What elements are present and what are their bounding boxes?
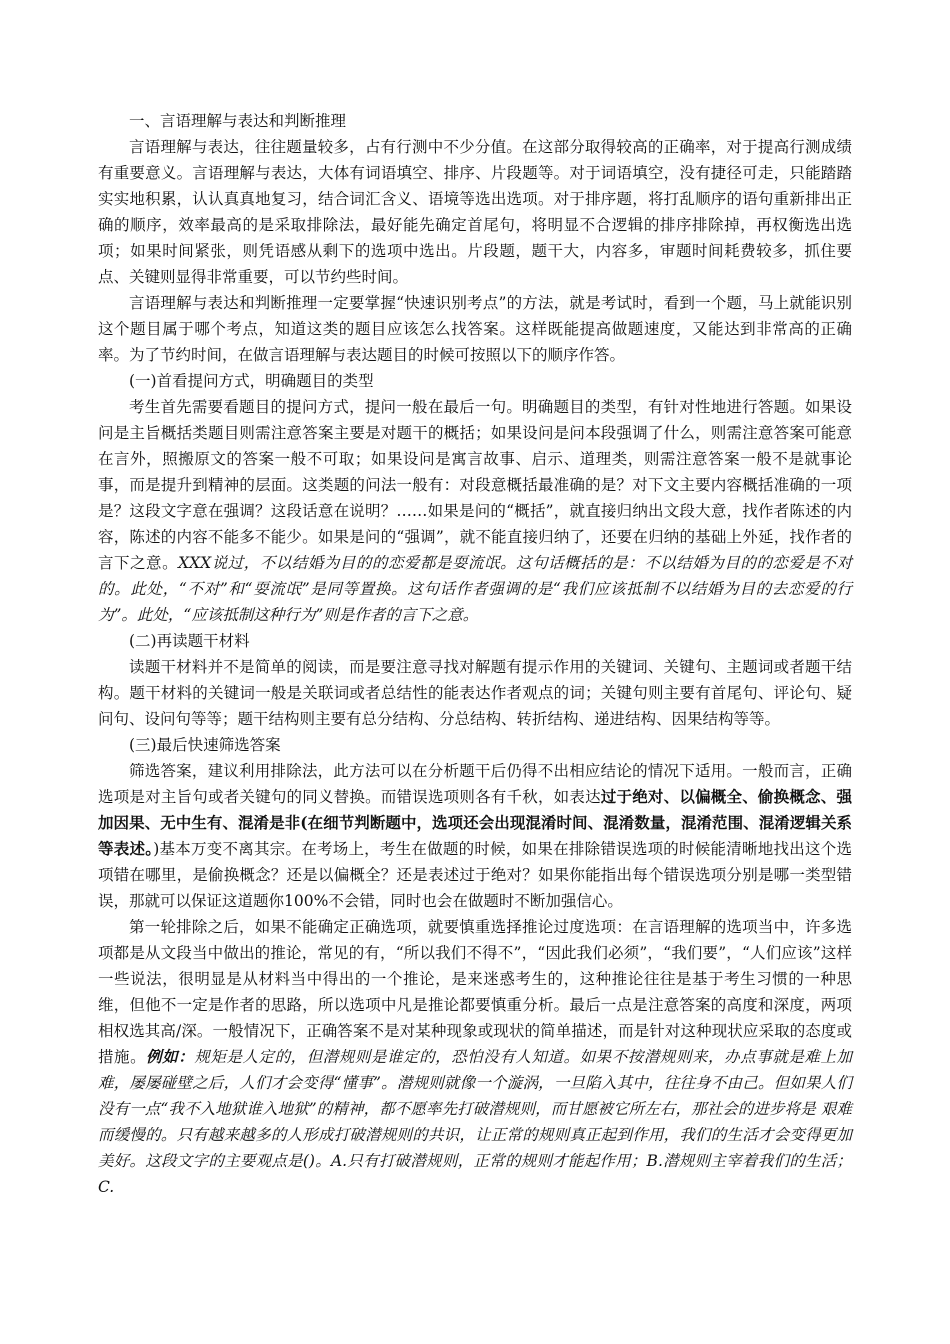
paragraph-question-type bbox=[98, 394, 852, 628]
subheading-1: (一)首看提问方式，明确题目的类型 bbox=[129, 372, 374, 390]
example-passage: 规矩是人定的，但潜规则是谁定的，恐怕没有人知道。如果不按潜规则来，办点事就是难上加难，屡屡碰壁之后，人们才会变得“懂事”。潜规则就像一个漩涡，一旦陷入其中，往往身不由己。但如果人们没有一点“我不入地狱谁入地狱”的精神，都不愿率先打破潜规则，而甘愿被它所左右，那社会的进步将是 艰难而缓慢的。只有越来越多的人形成打破潜规则的共识，让正常的规则真正起到作用，我们的生活才会变得更加美好。这段文字的主要观点是()。A.只有打破潜规则，正常的规则才能起作用；B.潜规则主宰着我们的生活；C. bbox=[98, 1048, 852, 1196]
paragraph-read-material: 读题干材料并不是简单的阅读，而是要注意寻找对解题有提示作用的关键词、关键句、主题词或者题干结构。题干材料的关键词一般是关联词或者总结性的能表达作者观点的词；关键句则主要有首尾句、评论句、疑问句、设问句等等；题干结构则主要有总分结构、分总结构、转折结构、递进结构、因果结构等等。 bbox=[98, 658, 852, 728]
paragraph-filter-answers bbox=[98, 758, 852, 914]
subheading-2: (二)再读题干材料 bbox=[129, 632, 250, 650]
section-title: 一、言语理解与表达和判断推理 bbox=[129, 112, 347, 130]
paragraph-intro: 言语理解与表达，往往题量较多，占有行测中不少分值。在这部分取得较高的正确率，对于提高行测成绩有重要意义。言语理解与表达，大体有词语填空、排序、片段题等。对于词语填空，没有捷径可走，只能踏踏实实地积累，认认真真地复习，结合词汇含义、语境等选出选项。对于排序题，将打乱顺序的语句重新排出正确的顺序，效率最高的是采取排除法，最好能先确定首尾句，将明显不合逻辑的排序排除掉，再权衡选出选项；如果时间紧张，则凭语感从剩下的选项中选出。片段题，题干大，内容多，审题时间耗费较多，抓住要点、关键则显得非常重要，可以节约些时间。 bbox=[98, 138, 852, 286]
filter-text-start: 筛选答案，建议利用排除法，此方法可以在分析题干后仍得不出相应结论的情况下适用。一般而言，正确选项是对主旨句或者关键句的同义替换。而错误选项则各有千秋，如表达 bbox=[98, 762, 852, 806]
subheading-3: (三)最后快速筛选答案 bbox=[129, 736, 281, 754]
paragraph-method: 言语理解与表达和判断推理一定要掌握“快速识别考点”的方法，就是考试时，看到一个题，马上就能识别这个题目属于哪个考点，知道这类的题目应该怎么找答案。这样既能提高做题速度，又能达到非常高的正确率。为了节约时间，在做言语理解与表达题目的时候可按照以下的顺序作答。 bbox=[98, 294, 852, 364]
example-label: 例如： bbox=[146, 1047, 195, 1066]
filter-text-end: )基本万变不离其宗。在考场上，考生在做题的时候，如果在排除错误选项的时候能清晰地找出这个选项错在哪里，是偷换概念？还是以偏概全？还是表述过于绝对？如果你能指出每个错误选项分别是哪一类型错误，那就可以保证这道题你100%不会错，同时也会在做题时不断加强信心。 bbox=[98, 840, 852, 910]
paragraph-question-type-text: 考生首先需要看题目的提问方式，提问一般在最后一句。明确题目的类型，有针对性地进行答题。如果设问是主旨概括类题目则需注意答案主要是对题干的概括；如果设问是问本段强调了什么，则需注意答案可能意在言外，照搬原文的答案一般不可取；如果设问是寓言故事、启示、道理类，则需注意答案一般不是就事论事，而是提升到精神的层面。这类题的问法一般有：对段意概括最准确的是？对下文主要内容概括准确的一项是？这段文字意在强调？这段话意在说明？……如果是问的“概括”，就直接归纳出文段大意，找作者陈述的内容，陈述的内容不能多不能少。如果是问的“强调”，就不能直接归纳了，还要在归纳的基础上外延，找作者的言下之意。 bbox=[98, 398, 852, 572]
example-italic-text: XXX说过，不以结婚为目的的恋爱都是耍流氓。这句话概括的是：不以结婚为目的的恋爱是不对的。此处，“不对”和“耍流氓”是同等置换。这句话作者强调的是“我们应该抵制不以结婚为目的去恋爱的行为”。此处，“应该抵制这种行为”则是作者的言下之意。 bbox=[98, 554, 852, 624]
paragraph-inference-options bbox=[98, 914, 852, 1200]
inference-text: 第一轮排除之后，如果不能确定正确选项，就要慎重选择推论过度选项：在言语理解的选项当中，许多选项都是从文段当中做出的推论，常见的有，“所以我们不得不”，“因此我们必须”，“我们要”，“人们应该”这样一些说法，很明显是从材料当中得出的一个推论，是来迷惑考生的，这种推论往往是基于考生习惯的一种思维，但他不一定是作者的思路，所以选项中凡是推论都要慎重分析。最后一点是注意答案的高度和深度，两项相权选其高/深。一般情况下，正确答案不是对某种现象或现状的简单描述，而是针对这种现状应采取的态度或措施。 bbox=[98, 918, 852, 1066]
document-body bbox=[98, 108, 852, 1200]
filter-bold-text: 过于绝对、以偏概全、偷换概念、强加因果、无中生有、混淆是非(在细节判断题中，选项还会出现混淆时间、混淆数量，混淆范围、混淆逻辑关系等表述。 bbox=[98, 787, 852, 858]
